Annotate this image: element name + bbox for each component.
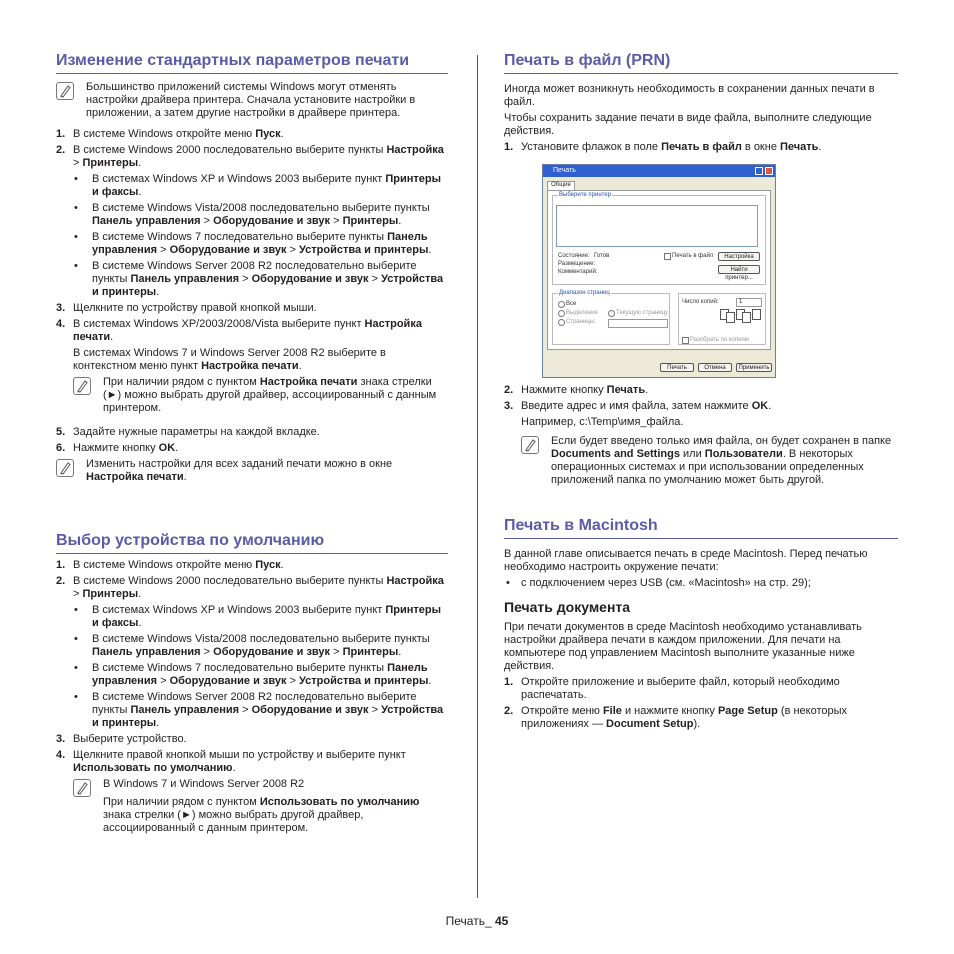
list-item: • В системах Windows XP и Windows 2003 выберите пункт Принтеры и факсы. <box>56 604 448 630</box>
section-title-default-settings: Изменение стандартных параметров печати <box>56 52 448 74</box>
note-icon <box>56 82 74 100</box>
paragraph: При печати документов в среде Macintosh необходимо устанавливать настройки драйвера печати в каждом приложении. Для печати на компьютере под управлением Macintosh выполните указанные ниже действия. <box>504 621 862 672</box>
note-block: Если будет введено только имя файла, он будет сохранен в папке Documents and Settings или Пользователи. В некоторых операционных системах и при использовании определенных приложений папка по умолчанию может быть другой. <box>521 435 898 487</box>
list-item: • В системе Windows 7 последовательно выберите пункты Панель управления > Оборудование и звук > Устройства и принтеры. <box>56 662 448 688</box>
note-icon <box>73 377 91 395</box>
column-divider <box>477 55 478 898</box>
dialog-titlebar: Печать <box>543 165 775 177</box>
note-block: Большинство приложений системы Windows могут отменять настройки драйвера принтера. Сначала установите настройки в приложении, а затем другие настройки в драйвере принтера. <box>56 81 448 120</box>
note-block: При наличии рядом с пунктом Настройка печати знака стрелки (►) можно выбрать другой драйвер, ассоциированный с данным принтером. <box>73 376 448 415</box>
pages-input <box>608 319 668 328</box>
list-item: • В системе Windows Server 2008 R2 последовательно выберите пункты Панель управления > Оборудование и звук > Устройства и принтеры. <box>56 260 448 299</box>
pages-radio <box>558 319 565 326</box>
list-item: • В системе Windows 7 последовательно выберите пункты Панель управления > Оборудование и звук > Устройства и принтеры. <box>56 231 448 257</box>
page-number: 45 <box>494 914 509 928</box>
note-icon <box>56 459 74 477</box>
collate-checkbox <box>682 337 689 344</box>
current-page-radio <box>608 310 615 317</box>
list-item: • В системе Windows Vista/2008 последовательно выберите пункты Панель управления > Оборудование и звук > Принтеры. <box>56 633 448 659</box>
steps-list: 1. В системе Windows откройте меню Пуск. 2. В системе Windows 2000 последовательно выберите пункты Настройка > Принтеры. • В системах Windows XP и Windows 2003 выберите пункт Принтеры и факсы. • В системе Windows Vista/2008 последовательно выберите пункты Панель управления > Оборудование и звук > Принтеры. • В системе Windows 7 последовательно выберите пункты Панель управления > Оборудование и звук > Устройства и принтеры. • В системе Windows Server 2008 R2 последовательно выберите пункты Панель управления > Оборудование и звук > Устройства и принтеры. 3. Щелкните по устройству правой кнопкой мыши. 4. В системах Windows XP/2003/2008/Vista выберите пункт Настройка печати. В системах Windows 7 и Windows Server 2008 R2 выберите в контекстном меню пункт Настройка печати. При наличии рядом с пунктом Настройка печати знака стрелки (►) можно выбрать другой драйвер, ассоциированный с данным принтером. 5. Задайте нужные параметры на каждой вкладке. 6. Нажмите кнопку OK. Изменить настройки для всех заданий печати можно в окне Настройка печати. <box>56 128 448 484</box>
list-item: • В системе Windows Server 2008 R2 последовательно выберите пункты Панель управления > Оборудование и звук > Устройства и принтеры. <box>56 691 448 730</box>
paragraph: Иногда может возникнуть необходимость в сохранении данных печати в файл. <box>504 83 875 108</box>
note-icon <box>73 779 91 797</box>
copies-input: 1 <box>736 298 762 307</box>
settings-button: Настройка <box>718 252 760 261</box>
apply-button: Применить <box>736 363 772 372</box>
page-footer: Печать_ 45 <box>445 914 509 928</box>
section-title-macintosh: Печать в Macintosh <box>504 517 898 539</box>
selection-radio <box>558 310 565 317</box>
section-title-default-device: Выбор устройства по умолчанию <box>56 532 448 554</box>
print-dialog-screenshot <box>542 164 776 378</box>
note-block: Изменить настройки для всех заданий печати можно в окне Настройка печати. <box>56 458 448 484</box>
paragraph: Чтобы сохранить задание печати в виде файла, выполните следующие действия. <box>504 112 872 137</box>
printer-list <box>556 205 758 247</box>
close-icon <box>765 167 773 175</box>
list-item: • В системе Windows Vista/2008 последовательно выберите пункты Панель управления > Оборудование и звук > Принтеры. <box>56 202 448 228</box>
dialog-panel: Выберите принтер Состояние: Готов Размещение: Комментарий: Печать в файл Настройка Найти принтер... Диапазон страниц Все Выделение Текущую страницу Страницы: Число копий: 1 Разобрать по копиям <box>547 190 771 350</box>
print-to-file-checkbox <box>664 253 671 260</box>
paragraph: В данной главе описывается печать в среде Macintosh. Перед печатью необходимо настроить окружение печати: <box>504 548 868 573</box>
note-block: В Windows 7 и Windows Server 2008 R2 При наличии рядом с пунктом Использовать по умолчанию знака стрелки (►) можно выбрать другой драйвер, ассоциированный с данным принтером. <box>73 778 448 835</box>
list-item: • с подключением через USB (см. «Macintosh» на стр. 29); <box>506 577 811 589</box>
cancel-button: Отмена <box>698 363 732 372</box>
help-icon <box>755 167 763 175</box>
print-button: Печать <box>660 363 694 372</box>
all-radio <box>558 301 565 308</box>
subsection-title: Печать документа <box>504 599 631 615</box>
section-title-print-to-file: Печать в файл (PRN) <box>504 52 898 74</box>
note-icon <box>521 436 539 454</box>
steps-list: 1. В системе Windows откройте меню Пуск. 2. В системе Windows 2000 последовательно выберите пункты Настройка > Принтеры. • В системах Windows XP и Windows 2003 выберите пункт Принтеры и факсы. • В системе Windows Vista/2008 последовательно выберите пункты Панель управления > Оборудование и звук > Принтеры. • В системе Windows 7 последовательно выберите пункты Панель управления > Оборудование и звук > Устройства и принтеры. • В системе Windows Server 2008 R2 последовательно выберите пункты Панель управления > Оборудование и звук > Устройства и принтеры. 3. Выберите устройство. 4. Щелкните правой кнопкой мыши по устройству и выберите пункт Использовать по умолчанию. В Windows 7 и Windows Server 2008 R2 При наличии рядом с пунктом Использовать по умолчанию знака стрелки (►) можно выбрать другой драйвер, ассоциированный с данным принтером. <box>56 559 448 835</box>
tab-general: Общие <box>547 181 575 191</box>
list-item: • В системах Windows XP и Windows 2003 выберите пункт Принтеры и факсы. <box>56 173 448 199</box>
find-printer-button: Найти принтер... <box>718 265 760 274</box>
